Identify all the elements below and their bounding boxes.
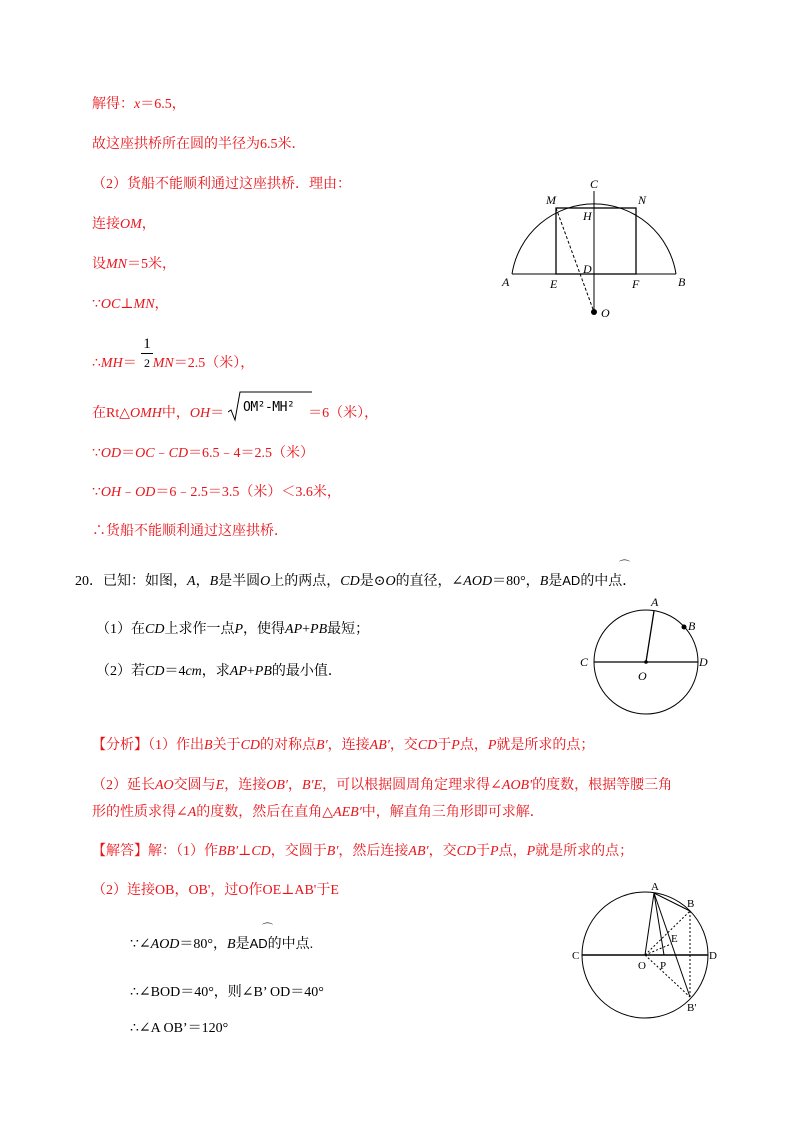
arc-symbol: ⌒ xyxy=(262,923,273,935)
arc-ad-label: AD xyxy=(562,573,581,588)
label-d: D xyxy=(709,950,717,962)
analysis-line-1: 【分析】（1）作出B关于CD的对称点B′，连接AB′，交CD于P点，P就是所求的点； xyxy=(92,738,595,753)
connect-om-line: 连接OM， xyxy=(92,217,156,232)
problem-20-part1: （1）在CD上求作一点P，使得AP+PB最短； xyxy=(96,622,370,637)
solve-x-line: 解得：x＝6.5， xyxy=(92,97,186,112)
label-a: A xyxy=(651,595,659,609)
part2-claim-line: （2）货船不能顺利通过这座拱桥．理由： xyxy=(92,177,351,192)
label-o: O xyxy=(638,669,647,683)
label-h: H xyxy=(583,209,592,223)
arc-symbol: ⌒ xyxy=(619,560,630,572)
oh-minus-od-line: ∵OH﹣OD＝6﹣2.5＝3.5（米）＜3.6米， xyxy=(92,485,341,500)
label-a: A xyxy=(651,881,659,893)
label-b: B xyxy=(687,898,695,910)
answer-line-2: （2）连接OB，OB'，过O作OE⊥AB'于E xyxy=(92,883,339,898)
oc-perp-mn-line: ∵OC⊥MN， xyxy=(92,297,169,312)
label-f: F xyxy=(632,277,640,291)
label-c: C xyxy=(590,178,599,191)
label-e: E xyxy=(671,933,678,945)
label-c: C xyxy=(572,950,580,962)
radius-conclusion-line: 故这座拱桥所在圆的半径为6.5米． xyxy=(92,137,306,152)
label-o: O xyxy=(638,960,646,972)
label-b: B xyxy=(688,619,696,633)
analysis-line-3: 形的性质求得∠A的度数，然后在直角△AEB′中，解直角三角形即可求解． xyxy=(92,805,544,820)
label-m: M xyxy=(546,193,556,207)
circle-figure-problem xyxy=(578,594,718,724)
arch-bridge-figure xyxy=(500,178,700,328)
answer-line-5: ∴∠A OB’＝120° xyxy=(130,1021,229,1036)
od-value-line: ∵OD＝OC﹣CD＝6.5﹣4＝2.5（米） xyxy=(92,446,315,461)
label-d: D xyxy=(583,262,592,276)
answer-line-1: 【解答】解：（1）作BB′⊥CD，交圆于B′，然后连接AB′，交CD于P点，P就是所求的点； xyxy=(92,844,634,859)
let-mn-line: 设MN＝5米， xyxy=(92,257,176,272)
fraction-denominator: 2 xyxy=(144,356,150,370)
label-n: N xyxy=(638,193,647,207)
final-conclusion-line: ∴货船不能顺利通过这座拱桥． xyxy=(92,524,288,539)
label-b: B xyxy=(678,275,686,289)
problem-20-statement: 20．已知：如图，A，B是半圆O上的两点，CD是⊙O的直径，∠AOD＝80°，B是AD的中点． xyxy=(75,573,637,589)
fraction-numerator: 1 xyxy=(143,336,151,352)
sqrt-radicand: OM²-MH² xyxy=(243,400,295,415)
fraction-bar xyxy=(141,353,153,354)
answer-line-4: ∴∠BOD＝40°，则∠B’ OD＝40° xyxy=(130,985,324,1000)
label-d: D xyxy=(699,655,708,669)
problem-20-part2: （2）若CD＝4cm，求AP+PB的最小值． xyxy=(96,664,342,679)
mh-value-line: ∴MH＝ MN＝2.5（米）， xyxy=(92,356,255,371)
label-p: P xyxy=(660,960,667,972)
label-b-prime: B' xyxy=(687,1002,697,1014)
analysis-line-2: （2）延长AO交圆与E，连接OB′，B′E，可以根据圆周角定理求得∠AOB′的度数，根据等腰三角 xyxy=(92,778,673,793)
arc-ad-label: AD xyxy=(249,936,268,951)
label-c: C xyxy=(580,655,589,669)
answer-line-3: ∵∠AOD＝80°，B是AD的中点. xyxy=(130,936,314,952)
circle-construction-figure xyxy=(570,878,730,1038)
label-o: O xyxy=(601,306,610,320)
label-a: A xyxy=(502,275,510,289)
oh-value-line: 在Rt△OMH中，OH＝ ＝6（米）， xyxy=(92,406,379,421)
label-e: E xyxy=(550,277,558,291)
